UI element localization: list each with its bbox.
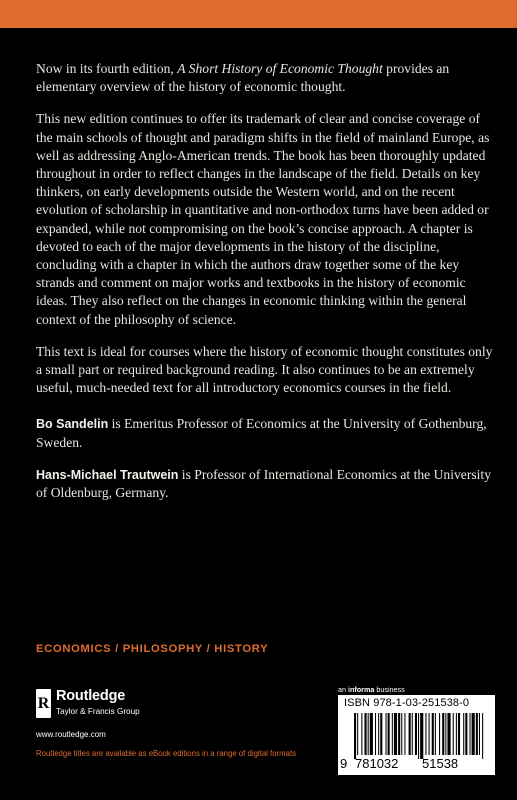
barcode-bar — [368, 713, 369, 755]
barcode-bar — [388, 713, 390, 755]
author-bio-1: Bo Sandelin is Emeritus Professor of Economics at the University of Gothenburg, Sweden. — [36, 416, 487, 450]
subject-categories: ECONOMICS / PHILOSOPHY / HISTORY — [36, 643, 269, 655]
barcode-bar — [401, 713, 402, 755]
barcode-bar — [432, 713, 434, 755]
barcode-icon — [344, 713, 489, 759]
barcode-bar — [479, 713, 480, 755]
barcode-bar — [370, 713, 373, 755]
audience-paragraph: This text is ideal for courses where the history of economic thought constitutes only a small part or required background reading. It also continues to be an extremely useful, much-needed text for all introductory economics courses in the field. — [36, 343, 493, 396]
barcode-bar — [439, 713, 440, 755]
barcode-bar — [392, 713, 393, 755]
barcode-bar — [357, 713, 358, 755]
barcode-bar — [361, 713, 362, 755]
barcode-bar — [380, 713, 382, 755]
informa-tagline: an informa business — [338, 685, 405, 694]
author-name-2: Hans-Michael Trautwein — [36, 467, 179, 482]
edition-paragraph: This new edition continues to offer its trademark of clear and concise coverage of the main schools of thought and paradigm shifts in the field of mainland Europe, as well as addressing Anglo-American trends. The book has been thoroughly updated throughout in order to reflect changes in the landscape of the field. Details on key thinkers, on early developments outside the Western world, and on the recent evolution of scholarship in quantitative and non-orthodox turns have been added or expanded, while not compromising on the book’s concise approach. A chapter is devoted to each of the major developments in the history of the discipline, concluding with a chapter in which the authors draw together some of the key strands and comment on major works and textbooks in the history of economic ideas. They also reflect on the changes in economic thinking within the general context of the philosophy of science. — [36, 111, 490, 327]
barcode-bar — [476, 713, 478, 755]
barcode-bar — [470, 713, 471, 755]
barcode-bar — [420, 713, 423, 759]
barcode-bar — [398, 713, 400, 755]
barcode-bar — [463, 713, 464, 755]
barcode-bar — [386, 713, 387, 755]
barcode-bar — [425, 713, 426, 755]
barcode-digits-right: 51538 — [422, 756, 459, 771]
barcode-bar — [418, 713, 419, 759]
barcode-bar — [404, 713, 405, 755]
barcode-bar — [482, 713, 483, 759]
publisher-name: Routledge — [56, 688, 126, 704]
publisher-group: Taylor & Francis Group — [56, 707, 140, 716]
author-bio-2: Hans-Michael Trautwein is Professor of International Economics at the University of Oldenburg, Germany. — [36, 466, 491, 501]
back-cover-copy — [36, 60, 496, 516]
barcode-bar — [415, 713, 417, 755]
barcode-bar — [375, 713, 376, 755]
publisher-website: www.routledge.com — [36, 730, 106, 739]
barcode-bar — [458, 713, 460, 755]
intro-paragraph: Now in its fourth edition, A Short History of Economic Thought provides an elementary overview of the history of economic thought. — [36, 61, 450, 95]
barcode-bar — [378, 713, 379, 755]
ebook-note: Routledge titles are available as eBook editions in a range of digital formats — [36, 749, 297, 758]
barcode-bar — [442, 713, 444, 755]
barcode-bar — [435, 713, 436, 755]
barcode-bar — [456, 713, 457, 755]
barcode-bar — [409, 713, 411, 755]
barcode-bar — [429, 713, 430, 755]
barcode-bar — [472, 713, 475, 755]
barcode-digit-first: 9 — [340, 756, 348, 771]
barcode-bar — [412, 713, 413, 755]
barcode-bar — [453, 713, 454, 755]
barcode-bar — [394, 713, 397, 755]
routledge-logo-icon: R — [36, 689, 51, 718]
barcode-panel — [338, 695, 495, 775]
barcode-bar — [447, 713, 450, 755]
top-accent-band — [0, 0, 517, 28]
barcode-bar — [445, 713, 446, 755]
barcode-bar — [354, 713, 356, 759]
author-name-1: Bo Sandelin — [36, 417, 109, 432]
barcode-bar — [365, 713, 367, 755]
isbn-label: ISBN 978-1-03-251538-0 — [344, 697, 470, 709]
barcode-digits-left: 781032 — [355, 756, 399, 771]
book-title: A Short History of Economic Thought — [177, 61, 383, 76]
barcode-bar — [465, 713, 467, 755]
